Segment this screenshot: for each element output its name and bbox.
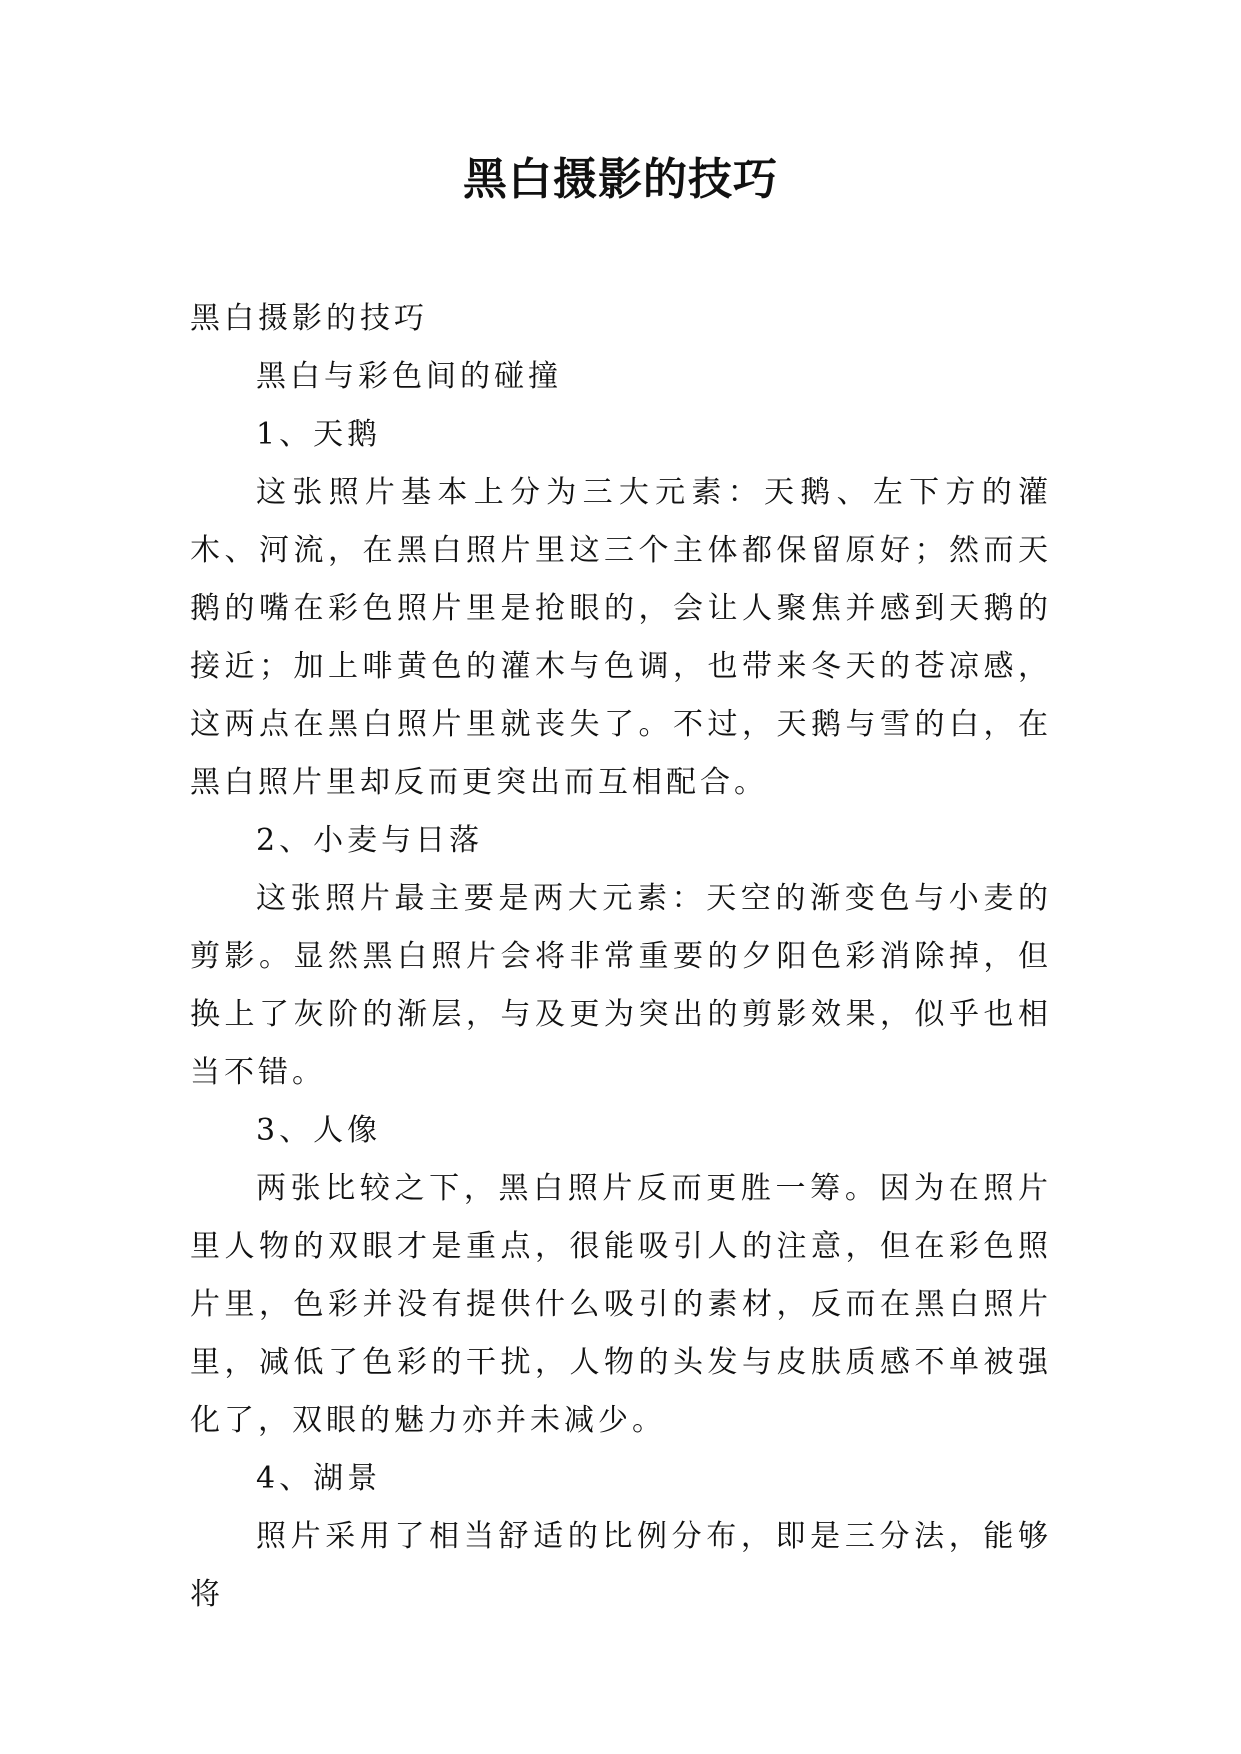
section-heading-portrait: 3、人像 <box>256 1113 382 1148</box>
document-title: 黑白摄影的技巧 <box>463 154 778 205</box>
section-heading-lake: 4、湖景 <box>256 1461 382 1496</box>
section-heading-swan: 1、天鹅 <box>256 417 382 452</box>
paragraph-lake: 照片采用了相当舒适的比例分布，即是三分法，能够将 <box>190 1519 1052 1612</box>
document-body <box>190 290 1052 1624</box>
paragraph-swan: 这张照片基本上分为三大元素：天鹅、左下方的灌木、河流，在黑白照片里这三个主体都保留原好；然而天鹅的嘴在彩色照片里是抢眼的，会让人聚焦并感到天鹅的接近；加上啡黄色的灌木与色调，也带来冬天的苍凉感，这两点在黑白照片里就丧失了。不过，天鹅与雪的白，在黑白照片里却反而更突出而互相配合。 <box>190 475 1052 800</box>
paragraph-heading: 黑白摄影的技巧 <box>190 301 428 336</box>
section-heading-wheat-sunset: 2、小麦与日落 <box>256 823 484 858</box>
paragraph-subheading: 黑白与彩色间的碰撞 <box>256 359 562 394</box>
paragraph-portrait: 两张比较之下，黑白照片反而更胜一筹。因为在照片里人物的双眼才是重点，很能吸引人的注意，但在彩色照片里，色彩并没有提供什么吸引的素材，反而在黑白照片里，减低了色彩的干扰，人物的头发与皮肤质感不单被强化了，双眼的魅力亦并未减少。 <box>190 1171 1052 1438</box>
paragraph-wheat-sunset: 这张照片最主要是两大元素：天空的渐变色与小麦的剪影。显然黑白照片会将非常重要的夕阳色彩消除掉，但换上了灰阶的渐层，与及更为突出的剪影效果，似乎也相当不错。 <box>190 881 1052 1090</box>
